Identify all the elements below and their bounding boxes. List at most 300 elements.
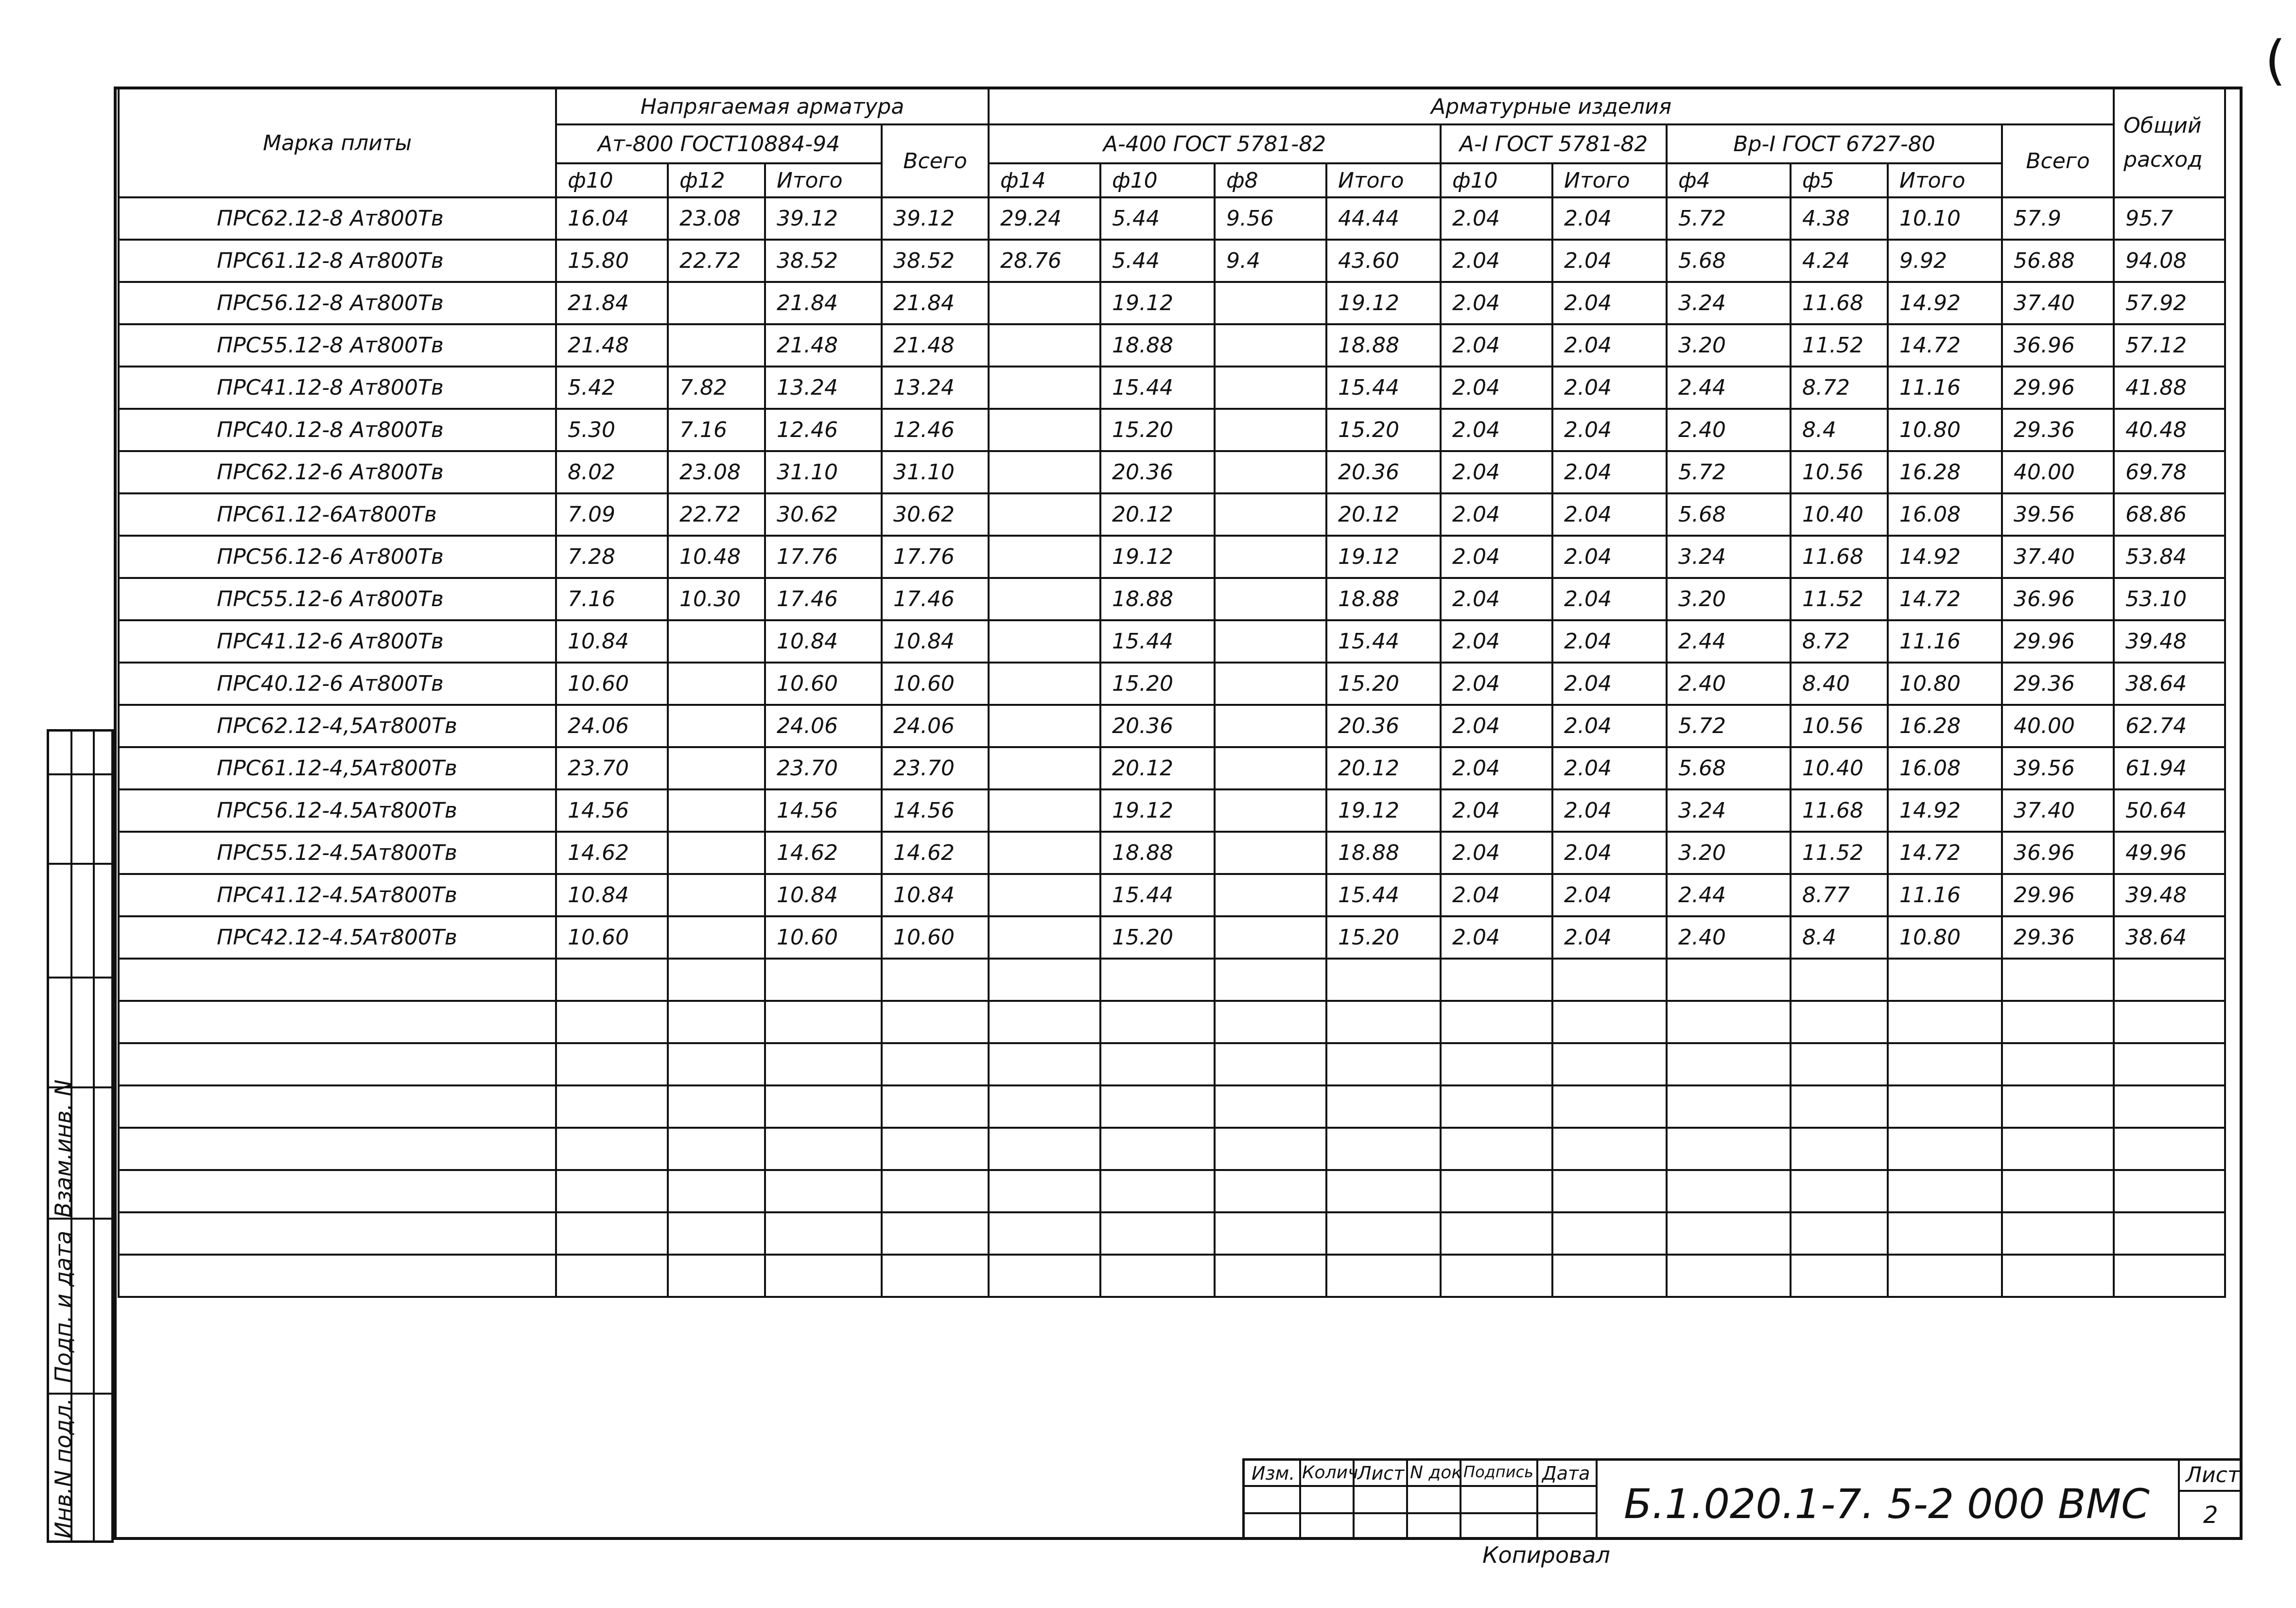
- table-cell: 29.36: [2002, 916, 2114, 959]
- products-total-header: Всего: [2002, 124, 2114, 197]
- empty-table-cell: [1326, 1001, 1441, 1043]
- empty-table-cell: [1888, 1170, 2002, 1212]
- table-cell: 18.88: [1100, 578, 1215, 620]
- empty-table-cell: [556, 959, 668, 1001]
- table-cell: 61.94: [2114, 747, 2225, 789]
- empty-table-cell: [119, 1128, 556, 1170]
- table-cell: 15.20: [1100, 409, 1215, 451]
- table-cell: 17.46: [882, 578, 989, 620]
- empty-table-cell: [765, 1170, 882, 1212]
- table-cell: 19.12: [1326, 789, 1441, 832]
- table-cell: 29.24: [989, 197, 1100, 240]
- table-cell: 14.92: [1888, 536, 2002, 578]
- table-cell: 31.10: [765, 451, 882, 493]
- empty-table-cell: [119, 1001, 556, 1043]
- table-cell: [1215, 663, 1326, 705]
- table-row: [119, 197, 2225, 240]
- table-cell: 21.84: [765, 282, 882, 324]
- col-header-bp1-total: Итого: [1888, 163, 2002, 197]
- table-cell: [989, 620, 1100, 663]
- table-cell: [668, 916, 765, 959]
- table-cell: 3.20: [1667, 578, 1791, 620]
- table-row: [119, 282, 2225, 324]
- sheet-number: 2: [2203, 1502, 2218, 1529]
- col-header-a400-total: Итого: [1326, 163, 1441, 197]
- table-cell: 10.84: [765, 874, 882, 916]
- table-cell: 40.48: [2114, 409, 2225, 451]
- table-cell: 12.46: [882, 409, 989, 451]
- table-cell: 2.04: [1441, 874, 1552, 916]
- side-stamp-divider: [49, 977, 111, 979]
- slab-mark-cell: ПРС55.12-4.5Ат800Тв: [119, 832, 556, 874]
- table-cell: 5.68: [1667, 493, 1791, 536]
- empty-table-cell: [119, 1212, 556, 1255]
- table-cell: 20.12: [1100, 747, 1215, 789]
- slab-mark-cell: ПРС55.12-8 Ат800Тв: [119, 324, 556, 367]
- col-header-a1-total: Итого: [1552, 163, 1667, 197]
- table-row: [119, 324, 2225, 367]
- table-cell: 5.30: [556, 409, 668, 451]
- table-header: [119, 88, 2225, 197]
- empty-table-cell: [556, 1128, 668, 1170]
- table-cell: 19.12: [1100, 282, 1215, 324]
- table-cell: [989, 916, 1100, 959]
- empty-table-cell: [765, 1085, 882, 1128]
- table-cell: 10.60: [882, 663, 989, 705]
- table-cell: 2.04: [1552, 747, 1667, 789]
- slab-mark-cell: ПРС62.12-6 Ат800Тв: [119, 451, 556, 493]
- table-cell: 39.12: [765, 197, 882, 240]
- empty-table-cell: [882, 1128, 989, 1170]
- empty-table-cell: [2002, 1212, 2114, 1255]
- table-cell: 8.77: [1791, 874, 1888, 916]
- table-cell: 2.04: [1441, 367, 1552, 409]
- table-cell: 10.80: [1888, 409, 2002, 451]
- table-cell: [668, 324, 765, 367]
- table-cell: [668, 747, 765, 789]
- table-cell: 8.72: [1791, 620, 1888, 663]
- empty-table-cell: [2002, 959, 2114, 1001]
- empty-table-cell: [1100, 1212, 1215, 1255]
- empty-table-cell: [668, 1128, 765, 1170]
- table-cell: [989, 789, 1100, 832]
- col-header-a400-f14: ф14: [989, 163, 1100, 197]
- table-cell: 20.36: [1100, 451, 1215, 493]
- empty-table-cell: [1791, 1128, 1888, 1170]
- table-cell: [1215, 916, 1326, 959]
- table-cell: 14.72: [1888, 578, 2002, 620]
- table-cell: 11.68: [1791, 789, 1888, 832]
- table-cell: 43.60: [1326, 240, 1441, 282]
- table-cell: [989, 747, 1100, 789]
- table-cell: 2.04: [1441, 747, 1552, 789]
- empty-table-cell: [1552, 1043, 1667, 1085]
- empty-table-cell: [1552, 1212, 1667, 1255]
- empty-table-cell: [1552, 1001, 1667, 1043]
- table-cell: 5.72: [1667, 451, 1791, 493]
- table-cell: 36.96: [2002, 324, 2114, 367]
- empty-table-cell: [1667, 1001, 1791, 1043]
- slab-mark-cell: ПРС40.12-8 Ат800Тв: [119, 409, 556, 451]
- empty-table-cell: [1667, 1085, 1791, 1128]
- table-cell: 2.04: [1441, 916, 1552, 959]
- table-cell: 5.44: [1100, 240, 1215, 282]
- table-cell: 7.16: [668, 409, 765, 451]
- table-cell: 57.9: [2002, 197, 2114, 240]
- table-cell: 14.56: [765, 789, 882, 832]
- table-cell: 53.10: [2114, 578, 2225, 620]
- table-row: [119, 493, 2225, 536]
- table-cell: [668, 663, 765, 705]
- table-cell: 21.48: [882, 324, 989, 367]
- empty-table-cell: [1888, 959, 2002, 1001]
- table-cell: 22.72: [668, 493, 765, 536]
- empty-table-cell: [668, 1085, 765, 1128]
- table-cell: [1215, 536, 1326, 578]
- overall-header: [2114, 88, 2225, 197]
- empty-table-cell: [556, 1043, 668, 1085]
- empty-table-cell: [2114, 1001, 2225, 1043]
- empty-table-cell: [2002, 1128, 2114, 1170]
- table-cell: 5.68: [1667, 240, 1791, 282]
- document-designation: Б.1.020.1-7. 5-2 000 ВМС: [1624, 1480, 2150, 1528]
- empty-table-cell: [989, 1085, 1100, 1128]
- slab-mark-cell: ПРС56.12-4.5Ат800Тв: [119, 789, 556, 832]
- table-cell: 29.96: [2002, 874, 2114, 916]
- table-cell: 21.48: [765, 324, 882, 367]
- empty-table-cell: [1441, 959, 1552, 1001]
- empty-table-cell: [1100, 1043, 1215, 1085]
- table-row: [119, 367, 2225, 409]
- empty-table-cell: [668, 959, 765, 1001]
- table-cell: 23.70: [556, 747, 668, 789]
- table-cell: 95.7: [2114, 197, 2225, 240]
- empty-table-cell: [1441, 1255, 1552, 1297]
- table-cell: 19.12: [1326, 282, 1441, 324]
- table-row: [119, 663, 2225, 705]
- table-cell: [1215, 451, 1326, 493]
- table-cell: 15.44: [1100, 620, 1215, 663]
- empty-table-cell: [989, 1128, 1100, 1170]
- table-cell: 2.04: [1552, 832, 1667, 874]
- table-cell: 53.84: [2114, 536, 2225, 578]
- empty-table-row: [119, 959, 2225, 1001]
- slab-mark-cell: ПРС56.12-6 Ат800Тв: [119, 536, 556, 578]
- table-cell: [989, 874, 1100, 916]
- table-cell: 20.12: [1326, 747, 1441, 789]
- table-cell: 2.04: [1441, 197, 1552, 240]
- table-cell: 3.24: [1667, 789, 1791, 832]
- table-cell: 29.36: [2002, 409, 2114, 451]
- overall-header-line1: Общий: [2123, 113, 2202, 138]
- table-cell: 7.16: [556, 578, 668, 620]
- empty-table-cell: [765, 1212, 882, 1255]
- table-cell: 94.08: [2114, 240, 2225, 282]
- empty-table-cell: [2114, 1170, 2225, 1212]
- table-cell: 16.28: [1888, 451, 2002, 493]
- empty-table-cell: [2002, 1001, 2114, 1043]
- table-cell: 2.04: [1552, 789, 1667, 832]
- table-cell: [1215, 705, 1326, 747]
- table-cell: 8.72: [1791, 367, 1888, 409]
- table-cell: [1215, 367, 1326, 409]
- table-cell: 37.40: [2002, 282, 2114, 324]
- table-cell: 39.48: [2114, 874, 2225, 916]
- table-cell: 2.44: [1667, 874, 1791, 916]
- table-cell: 14.62: [556, 832, 668, 874]
- empty-table-cell: [1215, 959, 1326, 1001]
- a400-gost-header: А-400 ГОСТ 5781-82: [989, 124, 1441, 163]
- table-cell: 2.04: [1552, 324, 1667, 367]
- table-cell: 22.72: [668, 240, 765, 282]
- table-cell: [989, 367, 1100, 409]
- empty-table-cell: [556, 1212, 668, 1255]
- table-cell: 14.62: [882, 832, 989, 874]
- empty-table-cell: [1667, 1255, 1791, 1297]
- table-cell: 23.08: [668, 451, 765, 493]
- empty-table-cell: [1888, 1128, 2002, 1170]
- table-cell: 18.88: [1100, 832, 1215, 874]
- empty-table-cell: [1326, 1043, 1441, 1085]
- empty-table-cell: [1888, 1001, 2002, 1043]
- empty-table-cell: [1667, 1043, 1791, 1085]
- table-cell: 20.12: [1100, 493, 1215, 536]
- slab-mark-cell: ПРС41.12-6 Ат800Тв: [119, 620, 556, 663]
- table-cell: 2.04: [1552, 240, 1667, 282]
- table-cell: [989, 409, 1100, 451]
- table-cell: 2.04: [1552, 493, 1667, 536]
- table-cell: 3.20: [1667, 324, 1791, 367]
- table-cell: 15.44: [1326, 367, 1441, 409]
- table-cell: 2.04: [1552, 409, 1667, 451]
- tb-col-ndok: N док: [1410, 1463, 1462, 1483]
- empty-table-cell: [882, 1170, 989, 1212]
- side-stamp-divider: [93, 732, 95, 1540]
- table-cell: 5.42: [556, 367, 668, 409]
- table-cell: 38.64: [2114, 916, 2225, 959]
- table-cell: 11.16: [1888, 620, 2002, 663]
- col-header-at800-f12: ф12: [668, 163, 765, 197]
- table-cell: 2.04: [1441, 282, 1552, 324]
- table-cell: 39.56: [2002, 747, 2114, 789]
- empty-table-cell: [1441, 1170, 1552, 1212]
- table-cell: 8.40: [1791, 663, 1888, 705]
- table-cell: 11.16: [1888, 367, 2002, 409]
- table-cell: 2.44: [1667, 367, 1791, 409]
- footer-copied: Копировал: [1482, 1542, 1610, 1568]
- col-header-at800-f10: ф10: [556, 163, 668, 197]
- table-cell: 2.44: [1667, 620, 1791, 663]
- table-row: [119, 409, 2225, 451]
- table-cell: 20.36: [1326, 705, 1441, 747]
- empty-table-cell: [989, 1001, 1100, 1043]
- table-cell: 19.12: [1100, 789, 1215, 832]
- slab-mark-cell: ПРС56.12-8 Ат800Тв: [119, 282, 556, 324]
- table-cell: 2.04: [1441, 832, 1552, 874]
- table-cell: [1215, 832, 1326, 874]
- table-cell: [989, 493, 1100, 536]
- empty-table-cell: [882, 1255, 989, 1297]
- table-cell: [989, 578, 1100, 620]
- side-stamp-divider: [49, 773, 111, 775]
- slab-mark-cell: ПРС62.12-4,5Ат800Тв: [119, 705, 556, 747]
- empty-table-cell: [1667, 1170, 1791, 1212]
- table-cell: 13.24: [765, 367, 882, 409]
- title-block-rule: [1406, 1461, 1408, 1538]
- table-cell: 2.40: [1667, 409, 1791, 451]
- table-cell: [989, 282, 1100, 324]
- empty-table-cell: [119, 959, 556, 1001]
- title-block-rule: [2178, 1461, 2180, 1538]
- empty-table-cell: [989, 1212, 1100, 1255]
- table-cell: 19.12: [1100, 536, 1215, 578]
- table-row: [119, 705, 2225, 747]
- empty-table-cell: [1326, 1128, 1441, 1170]
- empty-table-cell: [1215, 1170, 1326, 1212]
- side-stamp-divider: [49, 1218, 111, 1220]
- table-cell: 14.92: [1888, 282, 2002, 324]
- table-cell: 57.12: [2114, 324, 2225, 367]
- table-cell: 2.04: [1441, 705, 1552, 747]
- table-cell: [1215, 874, 1326, 916]
- col-header-bp1-f5: ф5: [1791, 163, 1888, 197]
- empty-table-cell: [882, 1001, 989, 1043]
- empty-table-cell: [1552, 1255, 1667, 1297]
- empty-table-cell: [1100, 959, 1215, 1001]
- table-cell: 20.36: [1326, 451, 1441, 493]
- table-cell: 18.88: [1100, 324, 1215, 367]
- empty-table-cell: [989, 959, 1100, 1001]
- table-cell: 2.04: [1441, 409, 1552, 451]
- empty-table-cell: [1326, 1255, 1441, 1297]
- empty-table-cell: [2002, 1085, 2114, 1128]
- table-cell: 39.56: [2002, 493, 2114, 536]
- table-cell: 23.70: [765, 747, 882, 789]
- table-cell: 2.04: [1441, 493, 1552, 536]
- table-cell: 38.64: [2114, 663, 2225, 705]
- table-cell: 14.72: [1888, 324, 2002, 367]
- table-cell: 5.72: [1667, 705, 1791, 747]
- table-cell: 10.84: [765, 620, 882, 663]
- empty-table-cell: [1441, 1085, 1552, 1128]
- table-cell: 10.84: [882, 874, 989, 916]
- table-cell: 16.08: [1888, 747, 2002, 789]
- table-row: [119, 536, 2225, 578]
- empty-table-cell: [668, 1001, 765, 1043]
- table-cell: [668, 620, 765, 663]
- table-cell: 18.88: [1326, 578, 1441, 620]
- title-block-rule: [1536, 1461, 1538, 1538]
- table-cell: 24.06: [882, 705, 989, 747]
- table-body: [119, 197, 2225, 1297]
- table-cell: 24.06: [765, 705, 882, 747]
- table-cell: 15.44: [1326, 620, 1441, 663]
- table-row: [119, 789, 2225, 832]
- empty-table-cell: [1326, 1212, 1441, 1255]
- empty-table-cell: [1667, 1128, 1791, 1170]
- table-cell: 8.4: [1791, 409, 1888, 451]
- table-cell: [1215, 324, 1326, 367]
- empty-table-cell: [1215, 1043, 1326, 1085]
- table-cell: 10.30: [668, 578, 765, 620]
- slab-mark-cell: ПРС62.12-8 Ат800Тв: [119, 197, 556, 240]
- empty-table-cell: [765, 1001, 882, 1043]
- empty-table-cell: [2114, 1255, 2225, 1297]
- table-cell: 15.20: [1326, 409, 1441, 451]
- empty-table-row: [119, 1212, 2225, 1255]
- table-cell: 20.36: [1100, 705, 1215, 747]
- empty-table-row: [119, 1001, 2225, 1043]
- table-cell: 10.48: [668, 536, 765, 578]
- empty-table-cell: [2002, 1043, 2114, 1085]
- empty-table-cell: [882, 1212, 989, 1255]
- empty-table-cell: [989, 1170, 1100, 1212]
- table-cell: 16.28: [1888, 705, 2002, 747]
- table-cell: [989, 451, 1100, 493]
- table-cell: 20.12: [1326, 493, 1441, 536]
- table-cell: 2.04: [1552, 197, 1667, 240]
- table-cell: [989, 663, 1100, 705]
- table-cell: [668, 705, 765, 747]
- empty-table-cell: [882, 959, 989, 1001]
- table-row: [119, 874, 2225, 916]
- table-cell: 10.56: [1791, 705, 1888, 747]
- col-header-a1-f10: ф10: [1441, 163, 1552, 197]
- reinforcement-spec-table: [118, 87, 2226, 1298]
- table-cell: 56.88: [2002, 240, 2114, 282]
- products-header: Арматурные изделия: [989, 88, 2114, 124]
- table-cell: 28.76: [989, 240, 1100, 282]
- table-cell: 23.08: [668, 197, 765, 240]
- table-cell: 14.72: [1888, 832, 2002, 874]
- table-cell: 2.04: [1552, 916, 1667, 959]
- table-cell: [1215, 578, 1326, 620]
- slab-mark-cell: ПРС61.12-6Ат800Тв: [119, 493, 556, 536]
- table-cell: 37.40: [2002, 789, 2114, 832]
- table-cell: [1215, 789, 1326, 832]
- empty-table-cell: [1667, 959, 1791, 1001]
- prestressed-header: Напрягаемая арматура: [556, 88, 989, 124]
- empty-table-cell: [2114, 1085, 2225, 1128]
- table-cell: 10.84: [556, 620, 668, 663]
- tb-col-list: Лист: [1357, 1463, 1405, 1484]
- a1-gost-header: А-I ГОСТ 5781-82: [1441, 124, 1667, 163]
- table-cell: 3.24: [1667, 282, 1791, 324]
- empty-table-cell: [1215, 1255, 1326, 1297]
- table-row: [119, 240, 2225, 282]
- table-cell: 10.56: [1791, 451, 1888, 493]
- table-cell: 15.44: [1100, 367, 1215, 409]
- empty-table-cell: [1791, 959, 1888, 1001]
- empty-table-cell: [989, 1255, 1100, 1297]
- sheet-label: Лист: [2186, 1463, 2240, 1487]
- empty-table-cell: [1215, 1128, 1326, 1170]
- title-block-rule: [2178, 1490, 2240, 1492]
- empty-table-cell: [1441, 1212, 1552, 1255]
- table-cell: 31.10: [882, 451, 989, 493]
- table-cell: 19.12: [1326, 536, 1441, 578]
- table-cell: [989, 324, 1100, 367]
- table-cell: 5.44: [1100, 197, 1215, 240]
- table-cell: 9.4: [1215, 240, 1326, 282]
- table-cell: 2.40: [1667, 916, 1791, 959]
- tb-col-izm: Изм.: [1252, 1463, 1295, 1484]
- slab-mark-cell: ПРС61.12-4,5Ат800Тв: [119, 747, 556, 789]
- empty-table-cell: [1100, 1170, 1215, 1212]
- table-cell: [989, 705, 1100, 747]
- table-cell: 2.04: [1441, 789, 1552, 832]
- slab-mark-cell: ПРС41.12-4.5Ат800Тв: [119, 874, 556, 916]
